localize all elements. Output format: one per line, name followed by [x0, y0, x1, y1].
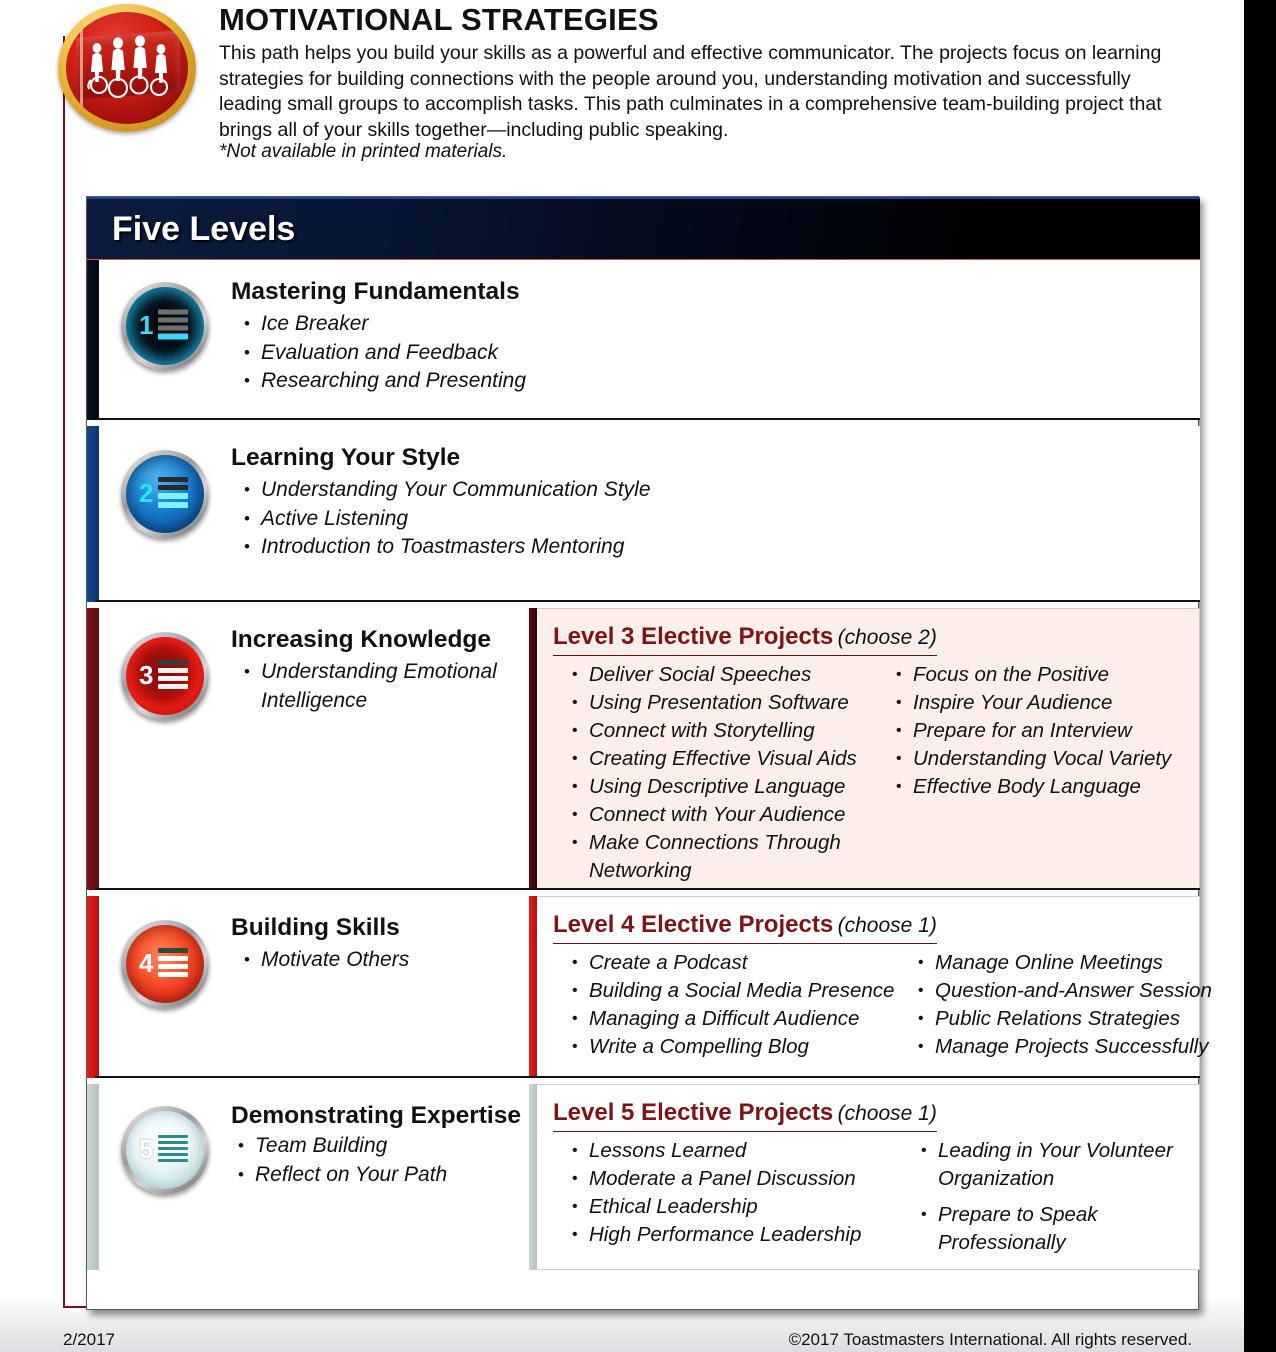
- electives-columns-4: [565, 949, 1235, 1061]
- elective-item: • Building a Social Media Presence: [589, 977, 911, 1005]
- elective-item: • Connect with Your Audience: [589, 801, 889, 829]
- level-title-5: Demonstrating Expertise: [231, 1102, 521, 1129]
- five-levels-header-band: [87, 197, 1200, 259]
- path-header: [0, 0, 1200, 180]
- elective-item: • Ethical Leadership: [589, 1193, 914, 1221]
- level-badge-1: [121, 282, 209, 370]
- left-vertical-rule: [63, 36, 65, 1308]
- elective-item: • Using Descriptive Language: [589, 773, 889, 801]
- level-projects-2: [237, 476, 651, 562]
- electives-col-2: [911, 949, 1235, 1061]
- elective-item: • Inspire Your Audience: [913, 689, 1213, 717]
- elective-item: • Deliver Social Speeches: [589, 661, 889, 689]
- level-title-3: Increasing Knowledge: [231, 626, 492, 653]
- electives-choose: (choose 1): [837, 914, 937, 937]
- electives-col-2: [914, 1137, 1208, 1257]
- elective-item: • Question-and-Answer Session: [935, 977, 1235, 1005]
- elective-item: • Public Relations Strategies: [935, 1005, 1235, 1033]
- project-item: • Ice Breaker: [261, 310, 526, 339]
- electives-col-2: [889, 661, 1213, 885]
- elective-item: • Moderate a Panel Discussion: [589, 1165, 914, 1193]
- levels-list: [87, 260, 1212, 1270]
- motivational-strategies-emblem-icon: [54, 2, 202, 134]
- level-projects-4: [237, 946, 409, 975]
- elective-item: • Managing a Difficult Audience: [589, 1005, 911, 1033]
- page-right-black-band: [1244, 0, 1276, 1352]
- electives-choose: (choose 1): [837, 1102, 937, 1125]
- footer-copyright: ©2017 Toastmasters International. All rights reserved.: [788, 1330, 1192, 1349]
- electives-panel-3: [537, 608, 1200, 890]
- level-main-3: [99, 608, 529, 890]
- project-item: • Evaluation and Feedback: [261, 339, 526, 368]
- project-item: • Active Listening: [261, 505, 651, 534]
- elective-item: • Connect with Storytelling: [589, 717, 889, 745]
- level-panel-divider-4: [529, 896, 537, 1078]
- badge-lines-icon: [158, 477, 188, 511]
- emblem-red-disc: [66, 12, 188, 124]
- level-accent-bar-3: [87, 608, 99, 890]
- level-title-1: Mastering Fundamentals: [231, 278, 520, 305]
- elective-item: • Prepare for an Interview: [913, 717, 1213, 745]
- elective-item: • High Performance Leadership: [589, 1221, 914, 1249]
- project-item: • Reflect on Your Path: [255, 1161, 447, 1190]
- electives-title: Level 4 Elective Projects: [553, 911, 834, 938]
- level-title-2: Learning Your Style: [231, 444, 461, 471]
- elective-item: • Manage Projects Successfully: [935, 1033, 1235, 1061]
- level-panel-divider-5: [529, 1084, 537, 1270]
- project-item: • Team Building: [255, 1132, 447, 1161]
- level-row-divider: [95, 600, 1200, 602]
- badge-face: [126, 287, 204, 365]
- badge-face: [126, 637, 204, 715]
- badge-face: [126, 925, 204, 1003]
- badge-number: 2: [139, 477, 154, 508]
- level-row-divider: [95, 888, 1200, 890]
- level-projects-3: [237, 658, 526, 715]
- project-item: • Motivate Others: [261, 946, 409, 975]
- electives-heading-4: [553, 911, 937, 944]
- level-projects-1: [237, 310, 526, 396]
- footer-date: 2/2017: [63, 1330, 115, 1349]
- project-item: • Researching and Presenting: [261, 367, 526, 396]
- badge-number: 1: [139, 309, 154, 340]
- level-row-divider: [95, 418, 1200, 420]
- five-levels-card: [86, 196, 1212, 1310]
- badge-lines-icon: [158, 1135, 188, 1165]
- level-main-5: [99, 1084, 529, 1270]
- badge-face: [126, 1111, 204, 1189]
- five-levels-title: Five Levels: [112, 210, 296, 248]
- electives-panel-5: [537, 1084, 1200, 1270]
- electives-col-1: [565, 661, 889, 885]
- elective-item: • Manage Online Meetings: [935, 949, 1235, 977]
- project-item: • Understanding Your Communication Style: [261, 476, 651, 505]
- elective-item: • Creating Effective Visual Aids: [589, 745, 889, 773]
- level-row-2: [87, 426, 1200, 602]
- badge-lines-icon: [158, 660, 188, 692]
- badge-number: 4: [139, 947, 154, 978]
- electives-title: Level 3 Elective Projects: [553, 623, 834, 650]
- electives-columns-3: [565, 661, 1213, 885]
- level-accent-bar-4: [87, 896, 99, 1078]
- availability-note: *Not available in printed materials.: [219, 141, 508, 162]
- electives-col-1: [565, 949, 911, 1061]
- level-main-4: [99, 896, 529, 1078]
- badge-number: 5: [139, 1133, 154, 1164]
- level-accent-bar-1: [87, 260, 99, 420]
- level-panel-divider-3: [529, 608, 537, 890]
- level-row-1: [87, 260, 1200, 420]
- electives-heading-5: [553, 1099, 937, 1132]
- elective-item: • Leading in Your Volunteer Organization: [938, 1137, 1208, 1193]
- level-badge-3: [121, 632, 209, 720]
- project-item: • Understanding Emotional Intelligence: [261, 658, 526, 715]
- level-title-4: Building Skills: [231, 914, 400, 941]
- level-row-4: [87, 896, 1212, 1078]
- elective-item: • Using Presentation Software: [589, 689, 889, 717]
- level-row-divider: [95, 1076, 1200, 1078]
- emblem-figures-icon: [66, 12, 188, 124]
- electives-heading-3: [553, 623, 937, 656]
- level-accent-bar-5: [87, 1084, 99, 1270]
- elective-item: • Understanding Vocal Variety: [913, 745, 1213, 773]
- electives-title: Level 5 Elective Projects: [553, 1099, 834, 1126]
- elective-item: • Create a Podcast: [589, 949, 911, 977]
- badge-lines-icon: [158, 310, 188, 343]
- elective-item: • Lessons Learned: [589, 1137, 914, 1165]
- electives-columns-5: [565, 1137, 1208, 1257]
- level-row-5: [87, 1084, 1200, 1270]
- badge-lines-icon: [158, 948, 188, 980]
- elective-item: • Make Connections Through Networking: [589, 829, 889, 885]
- level-badge-5: [121, 1106, 209, 1194]
- level-main-1: [99, 260, 1192, 420]
- level-row-3: [87, 608, 1200, 890]
- path-description: This path helps you build your skills as a powerful and effective communicator. The projects focus on learning strategies for building connections with the people around you, understanding motivation and successfully leading small groups to accomplish tasks. This path culminates in a comprehensive team-building project that brings all of your skills together—including public speaking.: [219, 42, 1162, 141]
- elective-item: • Focus on the Positive: [913, 661, 1213, 689]
- level-badge-4: [121, 920, 209, 1008]
- elective-item: • Effective Body Language: [913, 773, 1213, 801]
- electives-col-1: [565, 1137, 914, 1257]
- electives-choose: (choose 2): [837, 626, 937, 649]
- badge-face: [126, 455, 204, 533]
- level-badge-2: [121, 450, 209, 538]
- badge-number: 3: [139, 659, 154, 690]
- electives-panel-4: [537, 896, 1212, 1078]
- page-title: MOTIVATIONAL STRATEGIES: [219, 2, 659, 37]
- level-accent-bar-2: [87, 426, 99, 602]
- elective-item: • Write a Compelling Blog: [589, 1033, 911, 1061]
- level-projects-5: [231, 1132, 447, 1189]
- elective-item: • Prepare to Speak Professionally: [938, 1201, 1208, 1257]
- level-main-2: [99, 426, 1192, 602]
- project-item: • Introduction to Toastmasters Mentoring: [261, 533, 651, 562]
